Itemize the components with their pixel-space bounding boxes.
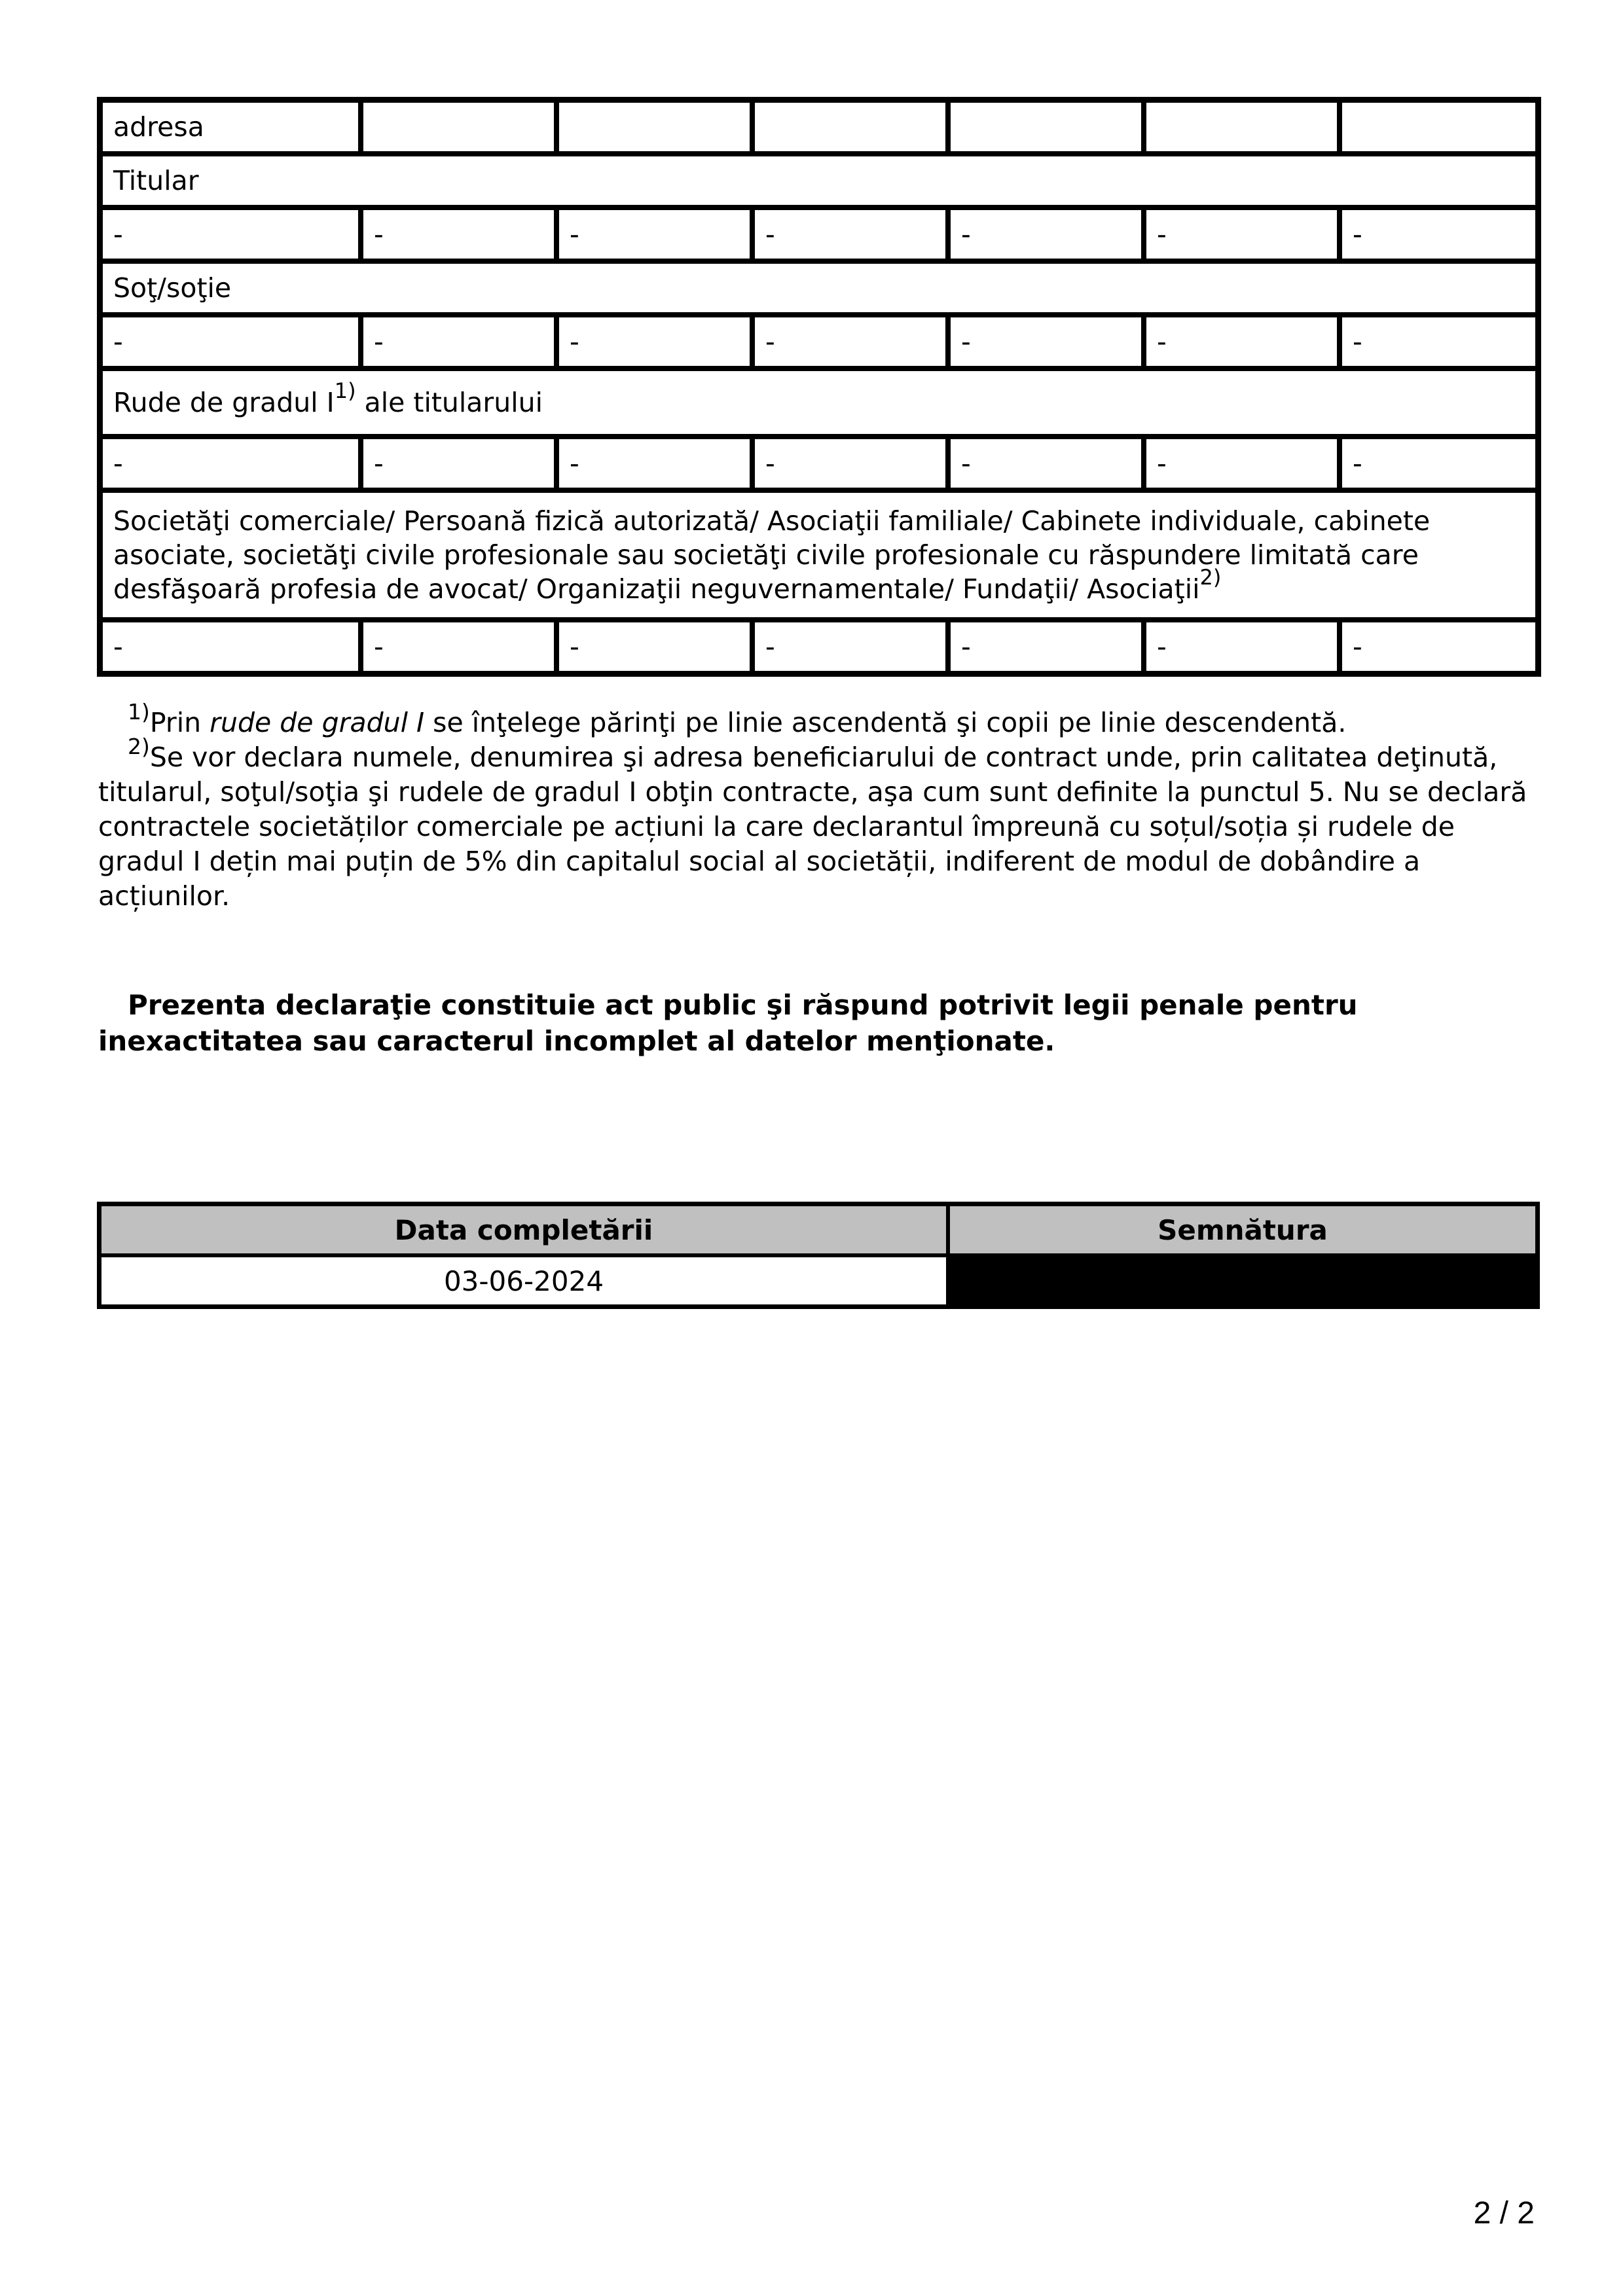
footnote-2-indent bbox=[98, 742, 128, 773]
signature-redacted bbox=[948, 1255, 1537, 1306]
empty-cell bbox=[1144, 100, 1340, 154]
contracts-table bbox=[97, 97, 1541, 677]
table-row bbox=[100, 154, 1538, 207]
dash-cell: - bbox=[1340, 437, 1538, 490]
relatives-label-suffix: ale titularului bbox=[356, 387, 543, 418]
dash-cell: - bbox=[1144, 207, 1340, 261]
companies-section-label bbox=[100, 490, 1538, 620]
dash-cell: - bbox=[948, 620, 1144, 673]
dash-cell: - bbox=[100, 620, 361, 673]
dash-cell: - bbox=[100, 315, 361, 368]
footnote-1-italic: rude de gradul I bbox=[210, 707, 425, 738]
footnote-2-marker: 2) bbox=[128, 734, 150, 760]
relatives-section-label bbox=[100, 368, 1538, 437]
table-row bbox=[100, 315, 1538, 368]
signature-value-row bbox=[100, 1255, 1537, 1306]
declaration-indent bbox=[98, 989, 128, 1021]
dash-cell: - bbox=[556, 207, 752, 261]
dash-cell: - bbox=[556, 315, 752, 368]
empty-cell bbox=[361, 100, 556, 154]
table-row bbox=[100, 490, 1538, 620]
signature-header: Semnătura bbox=[948, 1204, 1537, 1255]
empty-cell bbox=[752, 100, 948, 154]
dash-cell: - bbox=[1144, 620, 1340, 673]
dash-cell: - bbox=[948, 437, 1144, 490]
empty-cell bbox=[556, 100, 752, 154]
dash-cell: - bbox=[948, 315, 1144, 368]
companies-label-text: Societăţi comerciale/ Persoană fizică autorizată/ Asociaţii familiale/ Cabinete individuale, cabinete asociate, societăţi civile profesionale sau societăţi civile profesionale cu răspundere limitată care desfăşoară profesia de avocat/ Organizaţii neguvernamentale/ Fundaţii/ Asociaţii bbox=[113, 505, 1431, 605]
dash-cell: - bbox=[948, 207, 1144, 261]
footnote-ref-2: 2) bbox=[1199, 565, 1222, 590]
date-header: Data completării bbox=[100, 1204, 948, 1255]
dash-cell: - bbox=[752, 315, 948, 368]
signature-table bbox=[97, 1202, 1540, 1309]
declaration-text: Prezenta declaraţie constituie act public şi răspund potrivit legii penale pentru inexactitatea sau caracterul incomplet al datelor menţionate. bbox=[98, 989, 1358, 1057]
dash-cell: - bbox=[752, 437, 948, 490]
footnotes bbox=[98, 699, 1536, 914]
dash-cell: - bbox=[100, 437, 361, 490]
footnote-1-pre: Prin bbox=[149, 707, 210, 738]
table-row bbox=[100, 100, 1538, 154]
table-row bbox=[100, 620, 1538, 673]
dash-cell: - bbox=[1144, 437, 1340, 490]
titular-section-label: Titular bbox=[100, 154, 1538, 207]
table-row bbox=[100, 207, 1538, 261]
dash-cell: - bbox=[556, 437, 752, 490]
footnote-2 bbox=[98, 734, 1536, 914]
declaration-statement bbox=[98, 987, 1536, 1059]
table-row bbox=[100, 261, 1538, 315]
footnote-1 bbox=[98, 699, 1536, 740]
footnote-2-text: Se vor declara numele, denumirea şi adresa beneficiarului de contract unde, prin calitatea deţinută, titularul, soţul/soţia şi rudele de gradul I obţin contracte, aşa cum sunt definite la punctul 5. Nu se declară contractele societăților comerciale pe acțiuni la care declarantul împreună cu soțul/soția și rudele de gradul I dețin mai puțin de 5% din capitalul social al societății, indiferent de modul de dobândire a acțiunilor. bbox=[98, 742, 1527, 912]
empty-cell bbox=[948, 100, 1144, 154]
dash-cell: - bbox=[1144, 315, 1340, 368]
dash-cell: - bbox=[1340, 620, 1538, 673]
address-label: adresa bbox=[100, 100, 361, 154]
footnote-ref-1: 1) bbox=[334, 378, 356, 404]
dash-cell: - bbox=[100, 207, 361, 261]
signature-header-row bbox=[100, 1204, 1537, 1255]
dash-cell: - bbox=[361, 207, 556, 261]
footnote-1-post: se înţelege părinţi pe linie ascendentă şi copii pe linie descendentă. bbox=[424, 707, 1347, 738]
dash-cell: - bbox=[1340, 315, 1538, 368]
relatives-label-text: Rude de gradul I bbox=[113, 387, 335, 418]
completion-date: 03-06-2024 bbox=[100, 1255, 948, 1306]
dash-cell: - bbox=[1340, 207, 1538, 261]
table-row bbox=[100, 368, 1538, 437]
spouse-section-label: Soţ/soţie bbox=[100, 261, 1538, 315]
table-row bbox=[100, 437, 1538, 490]
dash-cell: - bbox=[361, 315, 556, 368]
footnote-1-marker: 1) bbox=[128, 699, 150, 725]
dash-cell: - bbox=[752, 620, 948, 673]
dash-cell: - bbox=[361, 437, 556, 490]
dash-cell: - bbox=[556, 620, 752, 673]
empty-cell bbox=[1340, 100, 1538, 154]
dash-cell: - bbox=[361, 620, 556, 673]
page-number: 2 / 2 bbox=[1473, 2196, 1535, 2231]
dash-cell: - bbox=[752, 207, 948, 261]
